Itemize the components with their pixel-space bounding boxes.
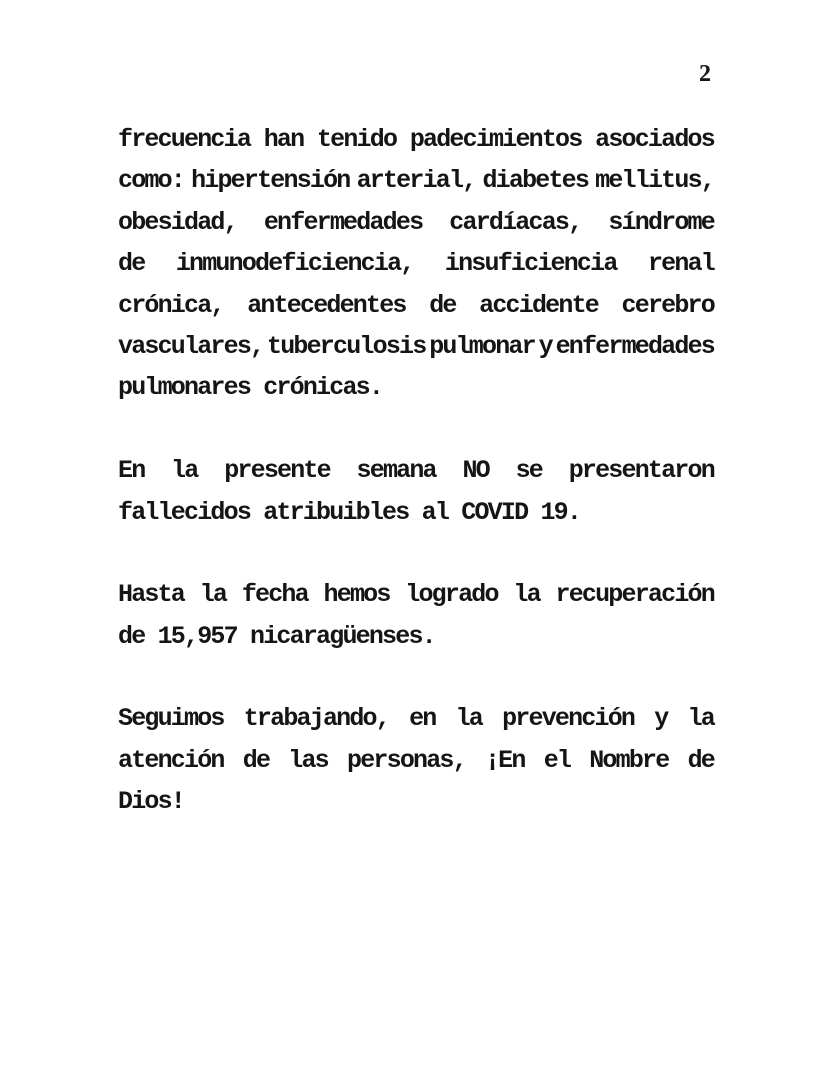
- document-body: [118, 119, 714, 823]
- word: han: [263, 125, 304, 154]
- word: el: [543, 745, 571, 775]
- text-line: [118, 202, 714, 243]
- word: cardíacas,: [449, 207, 582, 237]
- word: la: [513, 580, 540, 610]
- word: la: [199, 580, 227, 610]
- word: En: [118, 456, 145, 486]
- text-line: de 15,957 nicaragüenses.: [118, 621, 435, 651]
- word: antecedentes: [247, 290, 406, 320]
- word: obesidad,: [118, 207, 237, 237]
- word: hipertensión: [191, 166, 350, 196]
- word: mellitus,: [595, 166, 714, 196]
- word: enfermedades: [263, 207, 423, 237]
- word: de: [687, 745, 714, 775]
- text-line: [118, 450, 714, 491]
- word: trabajando,: [243, 704, 389, 734]
- text-line: [118, 698, 714, 739]
- text-line: [118, 326, 714, 367]
- word: de: [118, 249, 145, 279]
- word: las: [288, 745, 328, 775]
- text-line: [118, 740, 714, 781]
- word: pulmonar: [429, 331, 535, 361]
- word: y: [654, 704, 668, 734]
- text-line: pulmonares crónicas.: [118, 373, 383, 403]
- word: prevención: [502, 704, 635, 734]
- word: tuberculosis: [267, 331, 426, 361]
- paragraph: [118, 698, 714, 822]
- word: semana: [356, 456, 436, 486]
- word: accidente: [479, 290, 598, 320]
- text-line: fallecidos atribuibles al COVID 19.: [118, 497, 581, 527]
- word: de: [429, 290, 456, 320]
- word: presentaron: [568, 456, 714, 486]
- word: personas,: [347, 745, 466, 775]
- word: en: [409, 704, 436, 734]
- word: síndrome: [608, 207, 714, 237]
- word: vasculares,: [118, 331, 264, 361]
- text-line: [118, 243, 714, 284]
- word: hemos: [323, 580, 390, 610]
- page-number: 2: [699, 61, 711, 87]
- word: crónica,: [118, 290, 224, 320]
- text-line: Dios!: [118, 787, 185, 817]
- word: ¡En: [484, 745, 525, 775]
- word: NO: [462, 456, 489, 486]
- word: arterial,: [356, 166, 476, 196]
- word: como:: [118, 166, 185, 196]
- word: padecimientos: [409, 125, 582, 154]
- word: y: [538, 331, 552, 361]
- word: atención: [118, 745, 224, 775]
- paragraph: [118, 450, 714, 533]
- word: diabetes: [482, 166, 589, 196]
- text-line: [118, 160, 714, 201]
- word: fecha: [241, 580, 308, 610]
- text-line: [118, 574, 714, 615]
- text-line: [118, 285, 714, 326]
- word: logrado: [405, 580, 498, 610]
- word: enfermedades: [555, 331, 714, 361]
- word: se: [515, 456, 542, 486]
- word: asociados: [595, 125, 714, 154]
- word: la: [687, 704, 714, 734]
- word: recuperación: [555, 580, 714, 610]
- paragraph: [118, 574, 714, 657]
- word: presente: [224, 456, 330, 486]
- word: renal: [647, 249, 714, 279]
- word: tenido: [316, 125, 397, 154]
- paragraph: [118, 119, 714, 409]
- text-line: [118, 119, 714, 160]
- word: de: [242, 745, 270, 775]
- word: la: [455, 704, 482, 734]
- word: cerebro: [621, 290, 714, 320]
- word: la: [171, 456, 198, 486]
- word: insuficiencia: [444, 249, 617, 279]
- word: Seguimos: [118, 704, 224, 734]
- word: Nombre: [589, 745, 669, 775]
- word: inmunodeficiencia,: [175, 249, 414, 279]
- word: Hasta: [118, 580, 185, 610]
- word: frecuencia: [118, 125, 251, 154]
